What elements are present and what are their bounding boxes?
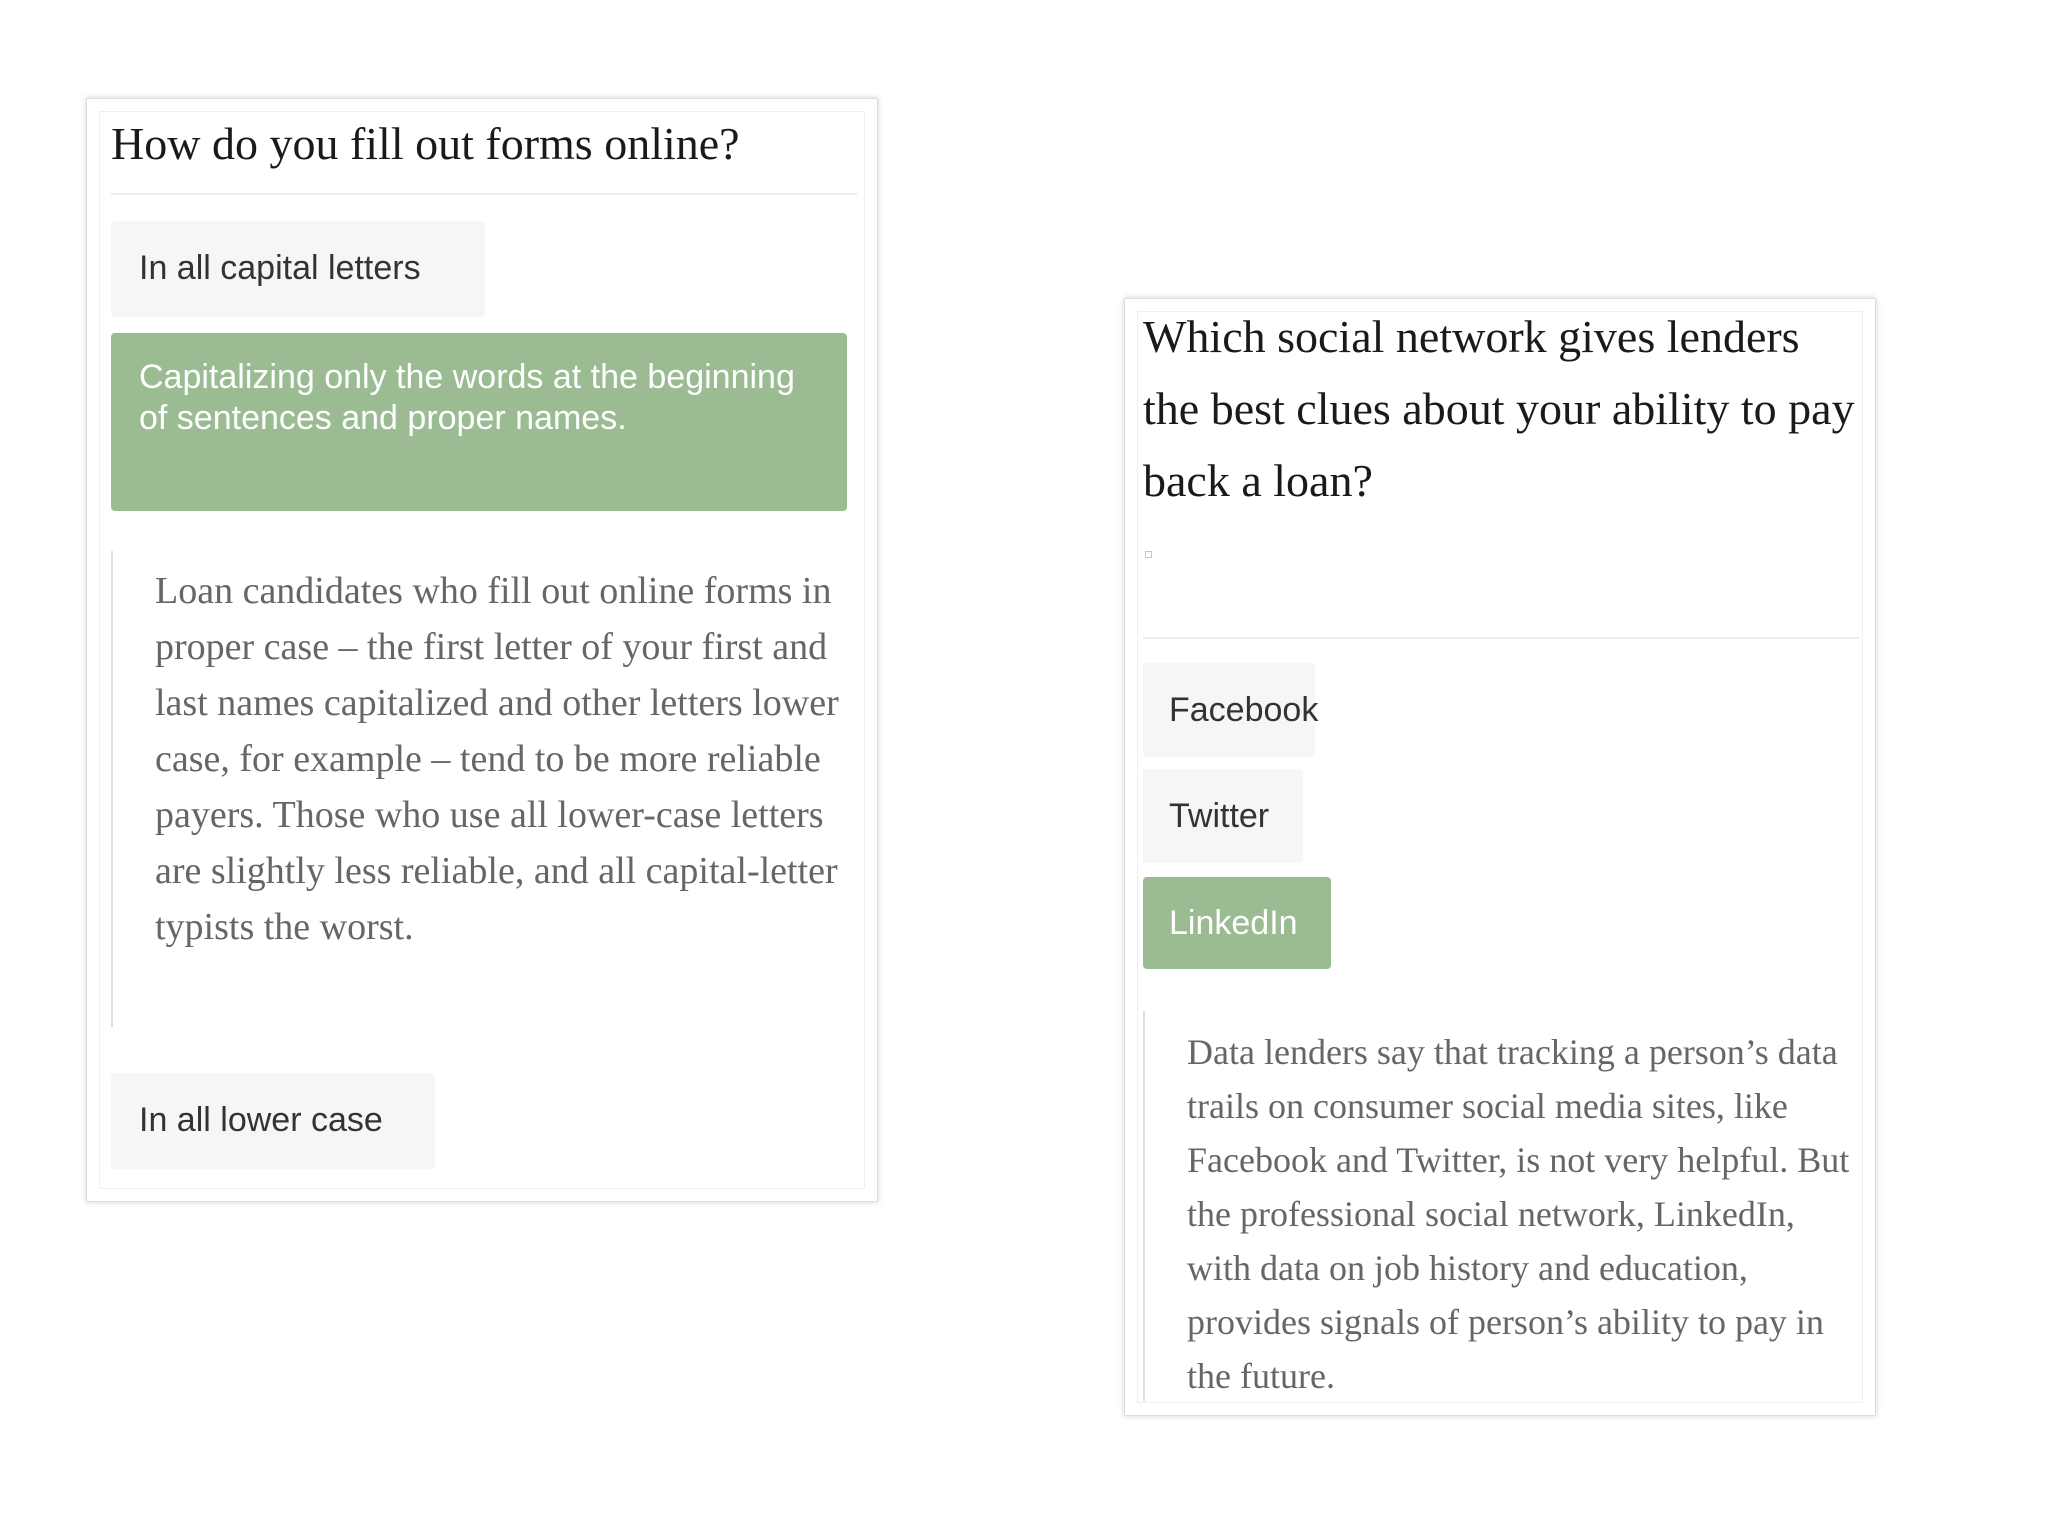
right-question-divider (1143, 637, 1859, 639)
option-all-lower-case[interactable]: In all lower case (111, 1073, 435, 1169)
right-explanation-text: Data lenders say that tracking a person’s data trails on consumer social media sites, like Facebook and Twitter, is not very helpful. But the professional social network, LinkedIn, with data on job history and education, provides signals of person’s ability to pay in the future. (1143, 1011, 1867, 1401)
right-question-title: Which social network gives lenders the best clues about your ability to pay back a loan? (1143, 311, 1855, 506)
left-question-title: How do you fill out forms online? (111, 118, 740, 169)
right-quiz-card (1124, 298, 1876, 1416)
image-placeholder-icon (1145, 551, 1152, 558)
option-proper-case[interactable]: Capitalizing only the words at the beginning of sentences and proper names. (111, 333, 847, 511)
left-question-divider (111, 193, 857, 195)
left-quiz-card (86, 98, 878, 1202)
left-explanation-text: Loan candidates who fill out online forms in proper case – the first letter of your first and last names capitalized and other letters lower case, for example – tend to be more reliable payers. Those who use all lower-case letters are slightly less reliable, and all capital-letter typists the worst. (111, 551, 861, 1027)
option-linkedin[interactable]: LinkedIn (1143, 877, 1331, 969)
option-all-capital-letters[interactable]: In all capital letters (111, 221, 485, 317)
option-twitter[interactable]: Twitter (1143, 769, 1303, 863)
option-facebook[interactable]: Facebook (1143, 663, 1315, 757)
